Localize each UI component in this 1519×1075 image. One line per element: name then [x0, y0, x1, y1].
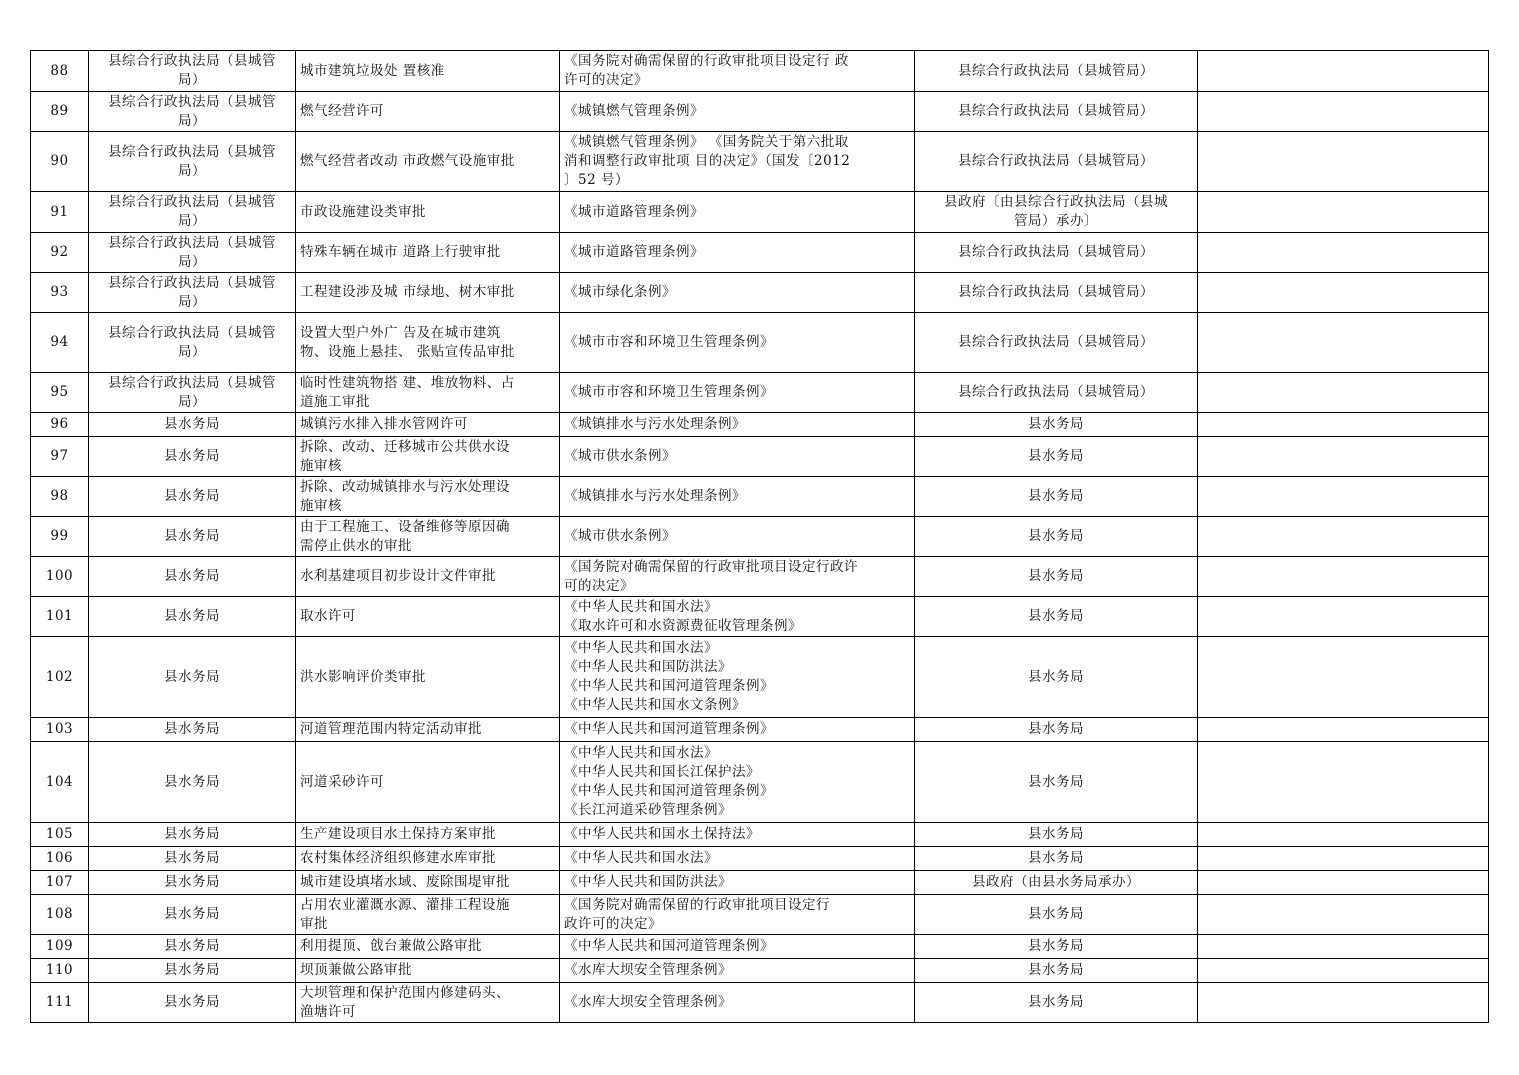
table-row	[31, 742, 1489, 823]
cell-approval-item-line: 城镇污水排入排水管网许可	[300, 416, 468, 432]
cell-department	[89, 132, 296, 192]
cell-legal-basis-line: 《城市市容和环境卫生管理条例》	[564, 334, 774, 350]
cell-remarks	[1198, 413, 1489, 437]
cell-legal-basis-line: 《水库大坝安全管理条例》	[564, 994, 732, 1010]
cell-department-line: 局）	[178, 112, 206, 129]
cell-number: 102	[31, 637, 89, 718]
cell-implementing-body	[915, 742, 1198, 823]
cell-implementing-body-line: 县综合行政执法局（县城管局）	[958, 62, 1154, 79]
cell-legal-basis-line: 《城镇排水与污水处理条例》	[564, 488, 746, 504]
cell-implementing-body-line: 县综合行政执法局（县城管局）	[958, 334, 1154, 350]
cell-implementing-body	[915, 983, 1198, 1023]
cell-remarks	[1198, 959, 1489, 983]
cell-approval-item	[296, 557, 560, 597]
cell-implementing-body-line: 县水务局	[1028, 416, 1084, 432]
cell-legal-basis	[560, 637, 915, 718]
cell-legal-basis	[560, 313, 915, 373]
cell-approval-item-line: 由于工程施工、设备维修等原因确	[300, 518, 510, 535]
cell-number: 101	[31, 597, 89, 637]
cell-legal-basis	[560, 92, 915, 132]
cell-implementing-body	[915, 373, 1198, 413]
cell-implementing-body	[915, 437, 1198, 477]
cell-legal-basis	[560, 959, 915, 983]
cell-department	[89, 557, 296, 597]
cell-department-line: 县综合行政执法局（县城管	[108, 93, 276, 110]
cell-department	[89, 823, 296, 847]
cell-department	[89, 983, 296, 1023]
cell-remarks	[1198, 273, 1489, 313]
cell-approval-item-line: 农村集体经济组织修建水库审批	[300, 850, 496, 866]
table-row	[31, 935, 1489, 959]
cell-approval-item	[296, 847, 560, 871]
cell-legal-basis-line: 《城市供水条例》	[564, 528, 676, 544]
table-row	[31, 597, 1489, 637]
cell-legal-basis	[560, 823, 915, 847]
cell-department	[89, 192, 296, 233]
cell-legal-basis	[560, 983, 915, 1023]
cell-department-line: 县水务局	[164, 416, 220, 432]
cell-legal-basis-line: 《城市绿化条例》	[564, 284, 676, 300]
table-row	[31, 718, 1489, 742]
cell-legal-basis-line: 消和调整行政审批项 目的决定》（国发〔2012	[564, 153, 851, 169]
cell-approval-item-line: 河道管理范围内特定活动审批	[300, 721, 482, 737]
table-row	[31, 847, 1489, 871]
cell-legal-basis	[560, 413, 915, 437]
cell-department	[89, 413, 296, 437]
cell-remarks	[1198, 92, 1489, 132]
cell-approval-item-line: 道施工审批	[300, 393, 370, 410]
cell-legal-basis-line: 《中华人民共和国水法》	[564, 745, 718, 761]
cell-remarks	[1198, 742, 1489, 823]
cell-approval-item	[296, 742, 560, 823]
cell-number: 104	[31, 742, 89, 823]
cell-legal-basis-line: 可的决定》	[564, 577, 634, 594]
cell-implementing-body	[915, 517, 1198, 557]
cell-approval-item-line: 特殊车辆在城市 道路上行驶审批	[300, 244, 501, 260]
cell-implementing-body-line: 县水务局	[1028, 528, 1084, 544]
cell-number: 106	[31, 847, 89, 871]
cell-legal-basis-line: 《取水许可和水资源费征收管理条例》	[564, 617, 802, 634]
cell-remarks	[1198, 437, 1489, 477]
cell-department	[89, 847, 296, 871]
cell-department-line: 局）	[178, 72, 206, 88]
cell-department	[89, 637, 296, 718]
cell-legal-basis-line: 《水库大坝安全管理条例》	[564, 962, 732, 978]
cell-approval-item	[296, 983, 560, 1023]
cell-number: 100	[31, 557, 89, 597]
cell-legal-basis-line: 政许可的决定》	[564, 915, 662, 932]
cell-legal-basis	[560, 192, 915, 233]
cell-approval-item	[296, 517, 560, 557]
cell-approval-item-line: 取水许可	[300, 608, 356, 624]
cell-number: 107	[31, 871, 89, 895]
cell-remarks	[1198, 718, 1489, 742]
cell-approval-item-line: 施审核	[300, 497, 342, 514]
cell-department-line: 县综合行政执法局（县城管	[108, 374, 276, 391]
cell-remarks	[1198, 557, 1489, 597]
cell-department	[89, 517, 296, 557]
cell-department-line: 局）	[178, 213, 206, 229]
cell-department-line: 县水务局	[164, 448, 220, 464]
cell-number: 105	[31, 823, 89, 847]
cell-department	[89, 233, 296, 273]
cell-implementing-body-line: 县水务局	[1028, 568, 1084, 584]
cell-approval-item-line: 拆除、改动、迁移城市公共供水设	[300, 438, 510, 455]
cell-approval-item	[296, 51, 560, 92]
cell-approval-item-line: 设置大型户外广 告及在城市建筑	[300, 324, 501, 341]
cell-legal-basis-line: 《中华人民共和国水法》	[564, 850, 718, 866]
table-row	[31, 92, 1489, 132]
cell-remarks	[1198, 313, 1489, 373]
cell-department-line: 县综合行政执法局（县城管	[108, 53, 276, 69]
cell-implementing-body-line: 县综合行政执法局（县城管局）	[958, 153, 1154, 169]
cell-legal-basis-line: 《城市市容和环境卫生管理条例》	[564, 384, 774, 400]
cell-department-line: 县水务局	[164, 906, 220, 922]
cell-approval-item	[296, 132, 560, 192]
cell-legal-basis-line: 《长江河道采砂管理条例》	[564, 802, 732, 818]
table-row	[31, 871, 1489, 895]
cell-implementing-body	[915, 413, 1198, 437]
cell-implementing-body-line: 县政府〔由县综合行政执法局（县城	[944, 194, 1168, 210]
cell-approval-item	[296, 935, 560, 959]
cell-remarks	[1198, 477, 1489, 517]
cell-number: 109	[31, 935, 89, 959]
table-body	[31, 51, 1489, 1023]
cell-number: 88	[31, 51, 89, 92]
cell-legal-basis-line: 《中华人民共和国水文条例》	[564, 697, 746, 713]
cell-legal-basis-line: 《城镇燃气管理条例》 《国务院关于第六批取	[564, 134, 849, 150]
cell-approval-item	[296, 313, 560, 373]
cell-approval-item	[296, 871, 560, 895]
cell-department-line: 局）	[178, 343, 206, 360]
table-row	[31, 233, 1489, 273]
cell-implementing-body-line: 县水务局	[1028, 906, 1084, 922]
cell-number: 91	[31, 192, 89, 233]
cell-legal-basis	[560, 935, 915, 959]
cell-implementing-body	[915, 823, 1198, 847]
cell-department	[89, 895, 296, 935]
cell-implementing-body	[915, 132, 1198, 192]
cell-legal-basis	[560, 437, 915, 477]
cell-department-line: 县综合行政执法局（县城管	[108, 143, 276, 160]
table-row	[31, 517, 1489, 557]
cell-legal-basis	[560, 718, 915, 742]
table-row	[31, 823, 1489, 847]
cell-department	[89, 718, 296, 742]
cell-number: 98	[31, 477, 89, 517]
cell-implementing-body	[915, 51, 1198, 92]
cell-department	[89, 51, 296, 92]
cell-department-line: 县综合行政执法局（县城管	[108, 194, 276, 210]
cell-implementing-body-line: 县水务局	[1028, 826, 1084, 842]
cell-remarks	[1198, 132, 1489, 192]
cell-legal-basis-line: 《国务院对确需保留的行政审批项目设定行 政	[564, 53, 849, 69]
cell-approval-item-line: 拆除、改动城镇排水与污水处理设	[300, 478, 510, 495]
cell-remarks	[1198, 823, 1489, 847]
cell-implementing-body-line: 管局）承办〕	[1014, 213, 1098, 229]
cell-legal-basis-line: 《中华人民共和国河道管理条例》	[564, 678, 774, 694]
cell-legal-basis	[560, 51, 915, 92]
cell-department-line: 县水务局	[164, 850, 220, 866]
cell-approval-item	[296, 895, 560, 935]
cell-approval-item-line: 临时性建筑物搭 建、堆放物料、占	[300, 374, 515, 391]
cell-approval-item-line: 物、设施上悬挂、 张贴宣传品审批	[300, 343, 515, 360]
cell-implementing-body-line: 县水务局	[1028, 938, 1084, 954]
table-row	[31, 895, 1489, 935]
cell-remarks	[1198, 935, 1489, 959]
cell-approval-item-line: 生产建设项目水土保持方案审批	[300, 826, 496, 842]
cell-approval-item	[296, 192, 560, 233]
cell-number: 92	[31, 233, 89, 273]
cell-department	[89, 373, 296, 413]
cell-implementing-body	[915, 718, 1198, 742]
cell-implementing-body	[915, 959, 1198, 983]
cell-remarks	[1198, 983, 1489, 1023]
cell-implementing-body-line: 县水务局	[1028, 962, 1084, 978]
cell-approval-item-line: 工程建设涉及城 市绿地、树木审批	[300, 284, 515, 300]
table-row	[31, 273, 1489, 313]
cell-legal-basis-line: 《城镇燃气管理条例》	[564, 103, 704, 119]
cell-department	[89, 273, 296, 313]
cell-department	[89, 597, 296, 637]
cell-department	[89, 742, 296, 823]
cell-approval-item	[296, 233, 560, 273]
cell-legal-basis	[560, 597, 915, 637]
cell-number: 110	[31, 959, 89, 983]
cell-legal-basis	[560, 273, 915, 313]
cell-legal-basis-line: 许可的决定》	[564, 72, 648, 88]
cell-legal-basis-line: 《中华人民共和国长江保护法》	[564, 764, 760, 780]
cell-approval-item-line: 城市建筑垃圾处 置核准	[300, 62, 445, 79]
cell-approval-item-line: 燃气经营者改动 市政燃气设施审批	[300, 153, 515, 169]
cell-implementing-body-line: 县水务局	[1028, 850, 1084, 866]
cell-legal-basis	[560, 742, 915, 823]
cell-remarks	[1198, 597, 1489, 637]
cell-legal-basis-line: 《中华人民共和国水法》	[564, 640, 718, 656]
cell-implementing-body-line: 县水务局	[1028, 488, 1084, 504]
cell-approval-item-line: 城市建设填堵水域、废除围堤审批	[300, 874, 510, 890]
cell-number: 96	[31, 413, 89, 437]
cell-legal-basis-line: 《中华人民共和国河道管理条例》	[564, 721, 774, 737]
cell-approval-item	[296, 437, 560, 477]
cell-implementing-body-line: 县综合行政执法局（县城管局）	[958, 244, 1154, 260]
cell-department-line: 县水务局	[164, 874, 220, 890]
cell-legal-basis	[560, 233, 915, 273]
cell-implementing-body	[915, 871, 1198, 895]
cell-approval-item-line: 洪水影响评价类审批	[300, 668, 426, 685]
table-row	[31, 477, 1489, 517]
cell-approval-item-line: 河道采砂许可	[300, 773, 384, 790]
cell-number: 93	[31, 273, 89, 313]
cell-legal-basis	[560, 847, 915, 871]
cell-implementing-body-line: 县水务局	[1028, 608, 1084, 624]
cell-legal-basis	[560, 373, 915, 413]
cell-department	[89, 477, 296, 517]
cell-approval-item	[296, 959, 560, 983]
cell-department-line: 县综合行政执法局（县城管	[108, 234, 276, 251]
cell-implementing-body	[915, 477, 1198, 517]
cell-department-line: 县水务局	[164, 608, 220, 624]
cell-implementing-body-line: 县综合行政执法局（县城管局）	[958, 384, 1154, 400]
cell-implementing-body-line: 县水务局	[1028, 994, 1084, 1010]
cell-approval-item-line: 需停止供水的审批	[300, 537, 412, 554]
cell-remarks	[1198, 51, 1489, 92]
cell-approval-item	[296, 413, 560, 437]
cell-remarks	[1198, 373, 1489, 413]
cell-legal-basis	[560, 477, 915, 517]
cell-number: 90	[31, 132, 89, 192]
cell-legal-basis	[560, 517, 915, 557]
cell-legal-basis-line: 《中华人民共和国防洪法》	[564, 874, 732, 890]
cell-approval-item-line: 燃气经营许可	[300, 103, 384, 119]
table-row	[31, 637, 1489, 718]
cell-remarks	[1198, 233, 1489, 273]
cell-remarks	[1198, 871, 1489, 895]
cell-approval-item-line: 利用提顶、戗台兼做公路审批	[300, 938, 482, 954]
table-row	[31, 437, 1489, 477]
cell-legal-basis-line: 《城镇排水与污水处理条例》	[564, 416, 746, 432]
cell-remarks	[1198, 192, 1489, 233]
cell-approval-item-line: 大坝管理和保护范围内修建码头、	[300, 984, 510, 1001]
cell-department-line: 县水务局	[164, 568, 220, 584]
table-row	[31, 51, 1489, 92]
cell-number: 103	[31, 718, 89, 742]
cell-department-line: 县水务局	[164, 488, 220, 504]
cell-department	[89, 959, 296, 983]
cell-implementing-body-line: 县水务局	[1028, 668, 1084, 685]
cell-department-line: 县综合行政执法局（县城管	[108, 324, 276, 341]
table-row	[31, 959, 1489, 983]
cell-implementing-body-line: 县综合行政执法局（县城管局）	[958, 103, 1154, 119]
cell-implementing-body-line: 县政府（由县水务局承办）	[972, 874, 1140, 890]
cell-implementing-body	[915, 557, 1198, 597]
cell-legal-basis	[560, 132, 915, 192]
cell-approval-item-line: 占用农业灌溉水源、灌排工程设施	[300, 896, 510, 913]
cell-department-line: 县水务局	[164, 994, 220, 1010]
cell-department	[89, 935, 296, 959]
cell-number: 95	[31, 373, 89, 413]
cell-department	[89, 871, 296, 895]
cell-department-line: 县水务局	[164, 826, 220, 842]
cell-department-line: 局）	[178, 253, 206, 270]
cell-legal-basis-line: 《中华人民共和国水土保持法》	[564, 826, 760, 842]
cell-department-line: 县水务局	[164, 938, 220, 954]
cell-department-line: 局）	[178, 393, 206, 410]
cell-legal-basis-line: 《中华人民共和国河道管理条例》	[564, 938, 774, 954]
cell-remarks	[1198, 637, 1489, 718]
cell-number: 111	[31, 983, 89, 1023]
cell-department	[89, 313, 296, 373]
cell-legal-basis-line: 《国务院对确需保留的行政审批项目设定行	[564, 896, 830, 913]
cell-approval-item-line: 审批	[300, 915, 328, 932]
cell-implementing-body	[915, 273, 1198, 313]
cell-number: 94	[31, 313, 89, 373]
cell-department-line: 县综合行政执法局（县城管	[108, 274, 276, 291]
cell-department	[89, 92, 296, 132]
cell-implementing-body-line: 县水务局	[1028, 448, 1084, 464]
cell-department	[89, 437, 296, 477]
cell-implementing-body-line: 县综合行政执法局（县城管局）	[958, 284, 1154, 300]
cell-number: 99	[31, 517, 89, 557]
cell-approval-item	[296, 637, 560, 718]
cell-implementing-body	[915, 597, 1198, 637]
cell-approval-item	[296, 718, 560, 742]
cell-implementing-body	[915, 895, 1198, 935]
cell-department-line: 县水务局	[164, 528, 220, 544]
cell-remarks	[1198, 895, 1489, 935]
cell-implementing-body	[915, 935, 1198, 959]
cell-legal-basis-line: 《中华人民共和国河道管理条例》	[564, 783, 774, 799]
cell-implementing-body-line: 县水务局	[1028, 721, 1084, 737]
cell-number: 108	[31, 895, 89, 935]
cell-legal-basis-line: 《城市供水条例》	[564, 448, 676, 464]
cell-department-line: 县水务局	[164, 773, 220, 790]
cell-department-line: 局）	[178, 162, 206, 179]
cell-legal-basis-line: 〕52 号）	[564, 172, 629, 188]
cell-implementing-body-line: 县水务局	[1028, 773, 1084, 790]
table-row	[31, 313, 1489, 373]
cell-implementing-body	[915, 92, 1198, 132]
cell-approval-item	[296, 823, 560, 847]
cell-approval-item	[296, 92, 560, 132]
cell-approval-item-line: 渔塘许可	[300, 1003, 356, 1020]
cell-approval-item-line: 水利基建项目初步设计文件审批	[300, 568, 496, 584]
cell-department-line: 县水务局	[164, 668, 220, 685]
cell-remarks	[1198, 847, 1489, 871]
cell-department-line: 县水务局	[164, 962, 220, 978]
approval-items-table	[30, 50, 1489, 1023]
cell-implementing-body	[915, 637, 1198, 718]
cell-legal-basis-line: 《城市道路管理条例》	[564, 203, 704, 220]
cell-legal-basis-line: 《中华人民共和国水法》	[564, 598, 718, 615]
cell-legal-basis-line: 《中华人民共和国防洪法》	[564, 659, 732, 675]
cell-number: 97	[31, 437, 89, 477]
cell-implementing-body	[915, 847, 1198, 871]
cell-legal-basis-line: 《城市道路管理条例》	[564, 244, 704, 260]
cell-number: 89	[31, 92, 89, 132]
table-row	[31, 557, 1489, 597]
cell-legal-basis-line: 《国务院对确需保留的行政审批项目设定行政许	[564, 558, 858, 575]
cell-implementing-body	[915, 192, 1198, 233]
cell-approval-item-line: 市政设施建设类审批	[300, 203, 426, 220]
cell-implementing-body	[915, 233, 1198, 273]
cell-implementing-body	[915, 313, 1198, 373]
cell-remarks	[1198, 517, 1489, 557]
cell-department-line: 县水务局	[164, 721, 220, 737]
cell-approval-item-line: 坝顶兼做公路审批	[300, 962, 412, 978]
table-row	[31, 132, 1489, 192]
table-row	[31, 983, 1489, 1023]
cell-approval-item-line: 施审核	[300, 457, 342, 474]
table-row	[31, 413, 1489, 437]
cell-legal-basis	[560, 895, 915, 935]
cell-approval-item	[296, 273, 560, 313]
cell-legal-basis	[560, 871, 915, 895]
cell-approval-item	[296, 477, 560, 517]
cell-approval-item	[296, 373, 560, 413]
table-row	[31, 373, 1489, 413]
cell-department-line: 局）	[178, 293, 206, 310]
cell-approval-item	[296, 597, 560, 637]
cell-legal-basis	[560, 557, 915, 597]
table-row	[31, 192, 1489, 233]
